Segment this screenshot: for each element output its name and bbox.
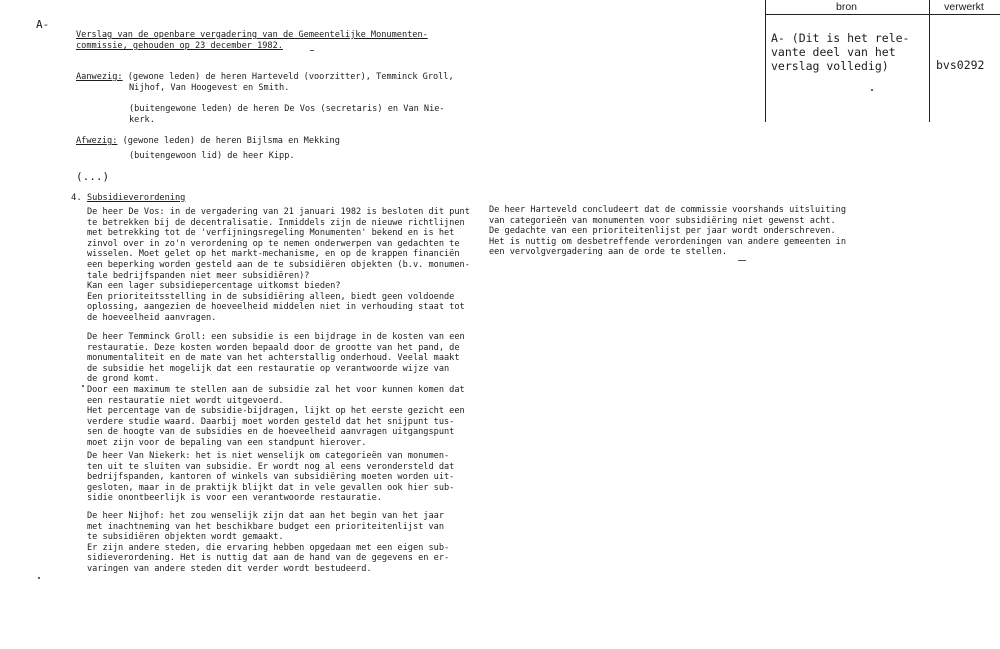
speck-dash [738, 260, 746, 261]
margin-mark: A- [36, 18, 50, 31]
source-table [765, 0, 1000, 122]
col-header-verwerkt: verwerkt [944, 1, 984, 13]
absent-label: Afwezig: [76, 136, 118, 146]
para-nijhof: De heer Nijhof: het zou wenselijk zijn dat aan het begin van het jaar met inachtneming van het beschikbare budget een prioriteitenlijst van te subsidiëren objekten wordt gemaakt. Er zijn andere steden, die ervaring hebben opgedaan met een eigen sub- sidieverordening. Het is nuttig dat aan de hand van de gegevens en er- varingen van andere steden dit verder wordt bestudeerd. [87, 511, 450, 574]
para-temminck-groll: De heer Temminck Groll: een subsidie is een bijdrage in de kosten van een restauratie. Deze kosten worden bepaald door de grootte van het pand, de monumentaliteit en de mate van het achterstallig onderhoud. Veelal maakt de subsidie het mogelijk dat een restauratie op verantwoorde wijze van de grond komt. Door een maximum te stellen aan de subsidie zal het voor kunnen komen dat een restauratie niet wordt uitgevoerd. Het percentage van de subsidie-bijdragen, lijkt op het eerste gezicht een verdere studie waard. Daarbij moet worden gesteld dat het snijpunt tus- sen de hoogte van de subsidies en de hoeveelheid aanvragen uitgangspunt moet zijn voor de bepaling van een standpunt hierover. [87, 332, 465, 448]
absent-line [76, 136, 340, 147]
extra-members-line-2: kerk. [129, 115, 155, 125]
title-line-2 [76, 41, 283, 52]
omission-mark: (...) [76, 170, 110, 183]
speck [82, 385, 84, 387]
para-van-niekerk: De heer Van Niekerk: het is niet wenselijk om categorieën van monumen- ten uit te sluiten van subsidie. Er wordt nog al eens verondersteld dat bedrijfspanden, kantoren of winkels van subsidiëring moeten worden uit- gesloten, maar in de praktijk blijkt dat in vele gevallen ook hier sub- sidie onontbeerlijk is voor een verantwoorde restauratie. [87, 451, 455, 504]
section-number: 4. [71, 193, 82, 203]
extra-members-line-1: (buitengewone leden) de heren De Vos (secretaris) en Van Nie- [129, 104, 445, 114]
absent-line-2: (buitengewoon lid) de heer Kipp. [129, 151, 295, 161]
para-de-vos: De heer De Vos: in de vergadering van 21 januari 1982 is besloten dit punt te betrekken bij de decentralisatie. Inmiddels zijn de nieuwe richtlijnen met betrekking tot de 'verfijningsregeling Monumenten' bekend en is het zinvol over in zo'n verordening op te nemen onderwerpen van gedachten te wisselen. Moet gelet op het markt-mechanisme, en op de krappen financiën een beperking worden gesteld aan de te subsidiëren objekten (b.v. monumen- tale bedrijfspanden niet meer subsidiëren)? Kan een lager subsidiepercentage uitkomst bieden? Een prioriteitsstelling in de subsidiëring alleen, biedt geen voldoende oplossing, aangezien de hoeveelheid middelen niet in verhouding staat tot de hoeveelheid aanvragen. [87, 207, 470, 323]
speck [871, 89, 873, 91]
title-line-2-text: commissie, gehouden op 23 december 1982. [76, 41, 283, 51]
speck-dash [310, 50, 314, 51]
absent-text: (gewone leden) de heren Bijlsma en Mekking [117, 136, 340, 146]
section-heading: Subsidieverordening [87, 193, 186, 203]
conclusion-harteveld: De heer Harteveld concludeert dat de commissie voorshands uitsluiting van categorieën van monumenten voor subsidiëring niet gewenst acht. De gedachte van een prioriteitenlijst per jaar wordt onderschreven. Het is nuttig om desbetreffende verordeningen van andere gemeenten in een vervolgvergadering aan de orde te stellen. [489, 205, 846, 258]
document-code: bvs0292 [936, 58, 985, 72]
speck [38, 577, 40, 579]
source-note: A- (Dit is het rele- vante deel van het verslag volledig) [771, 31, 910, 73]
table-header-divider [765, 14, 1000, 15]
col-header-bron: bron [835, 1, 857, 13]
present-text: (gewone leden) de heren Harteveld (voorzitter), Temminck Groll, [122, 72, 454, 82]
title-line-1: Verslag van de openbare vergadering van de Gemeentelijke Monumenten- [76, 30, 428, 40]
present-label: Aanwezig: [76, 72, 123, 82]
present-line [76, 72, 454, 83]
present-line-2: Nijhof, Van Hoogevest en Smith. [129, 83, 290, 93]
